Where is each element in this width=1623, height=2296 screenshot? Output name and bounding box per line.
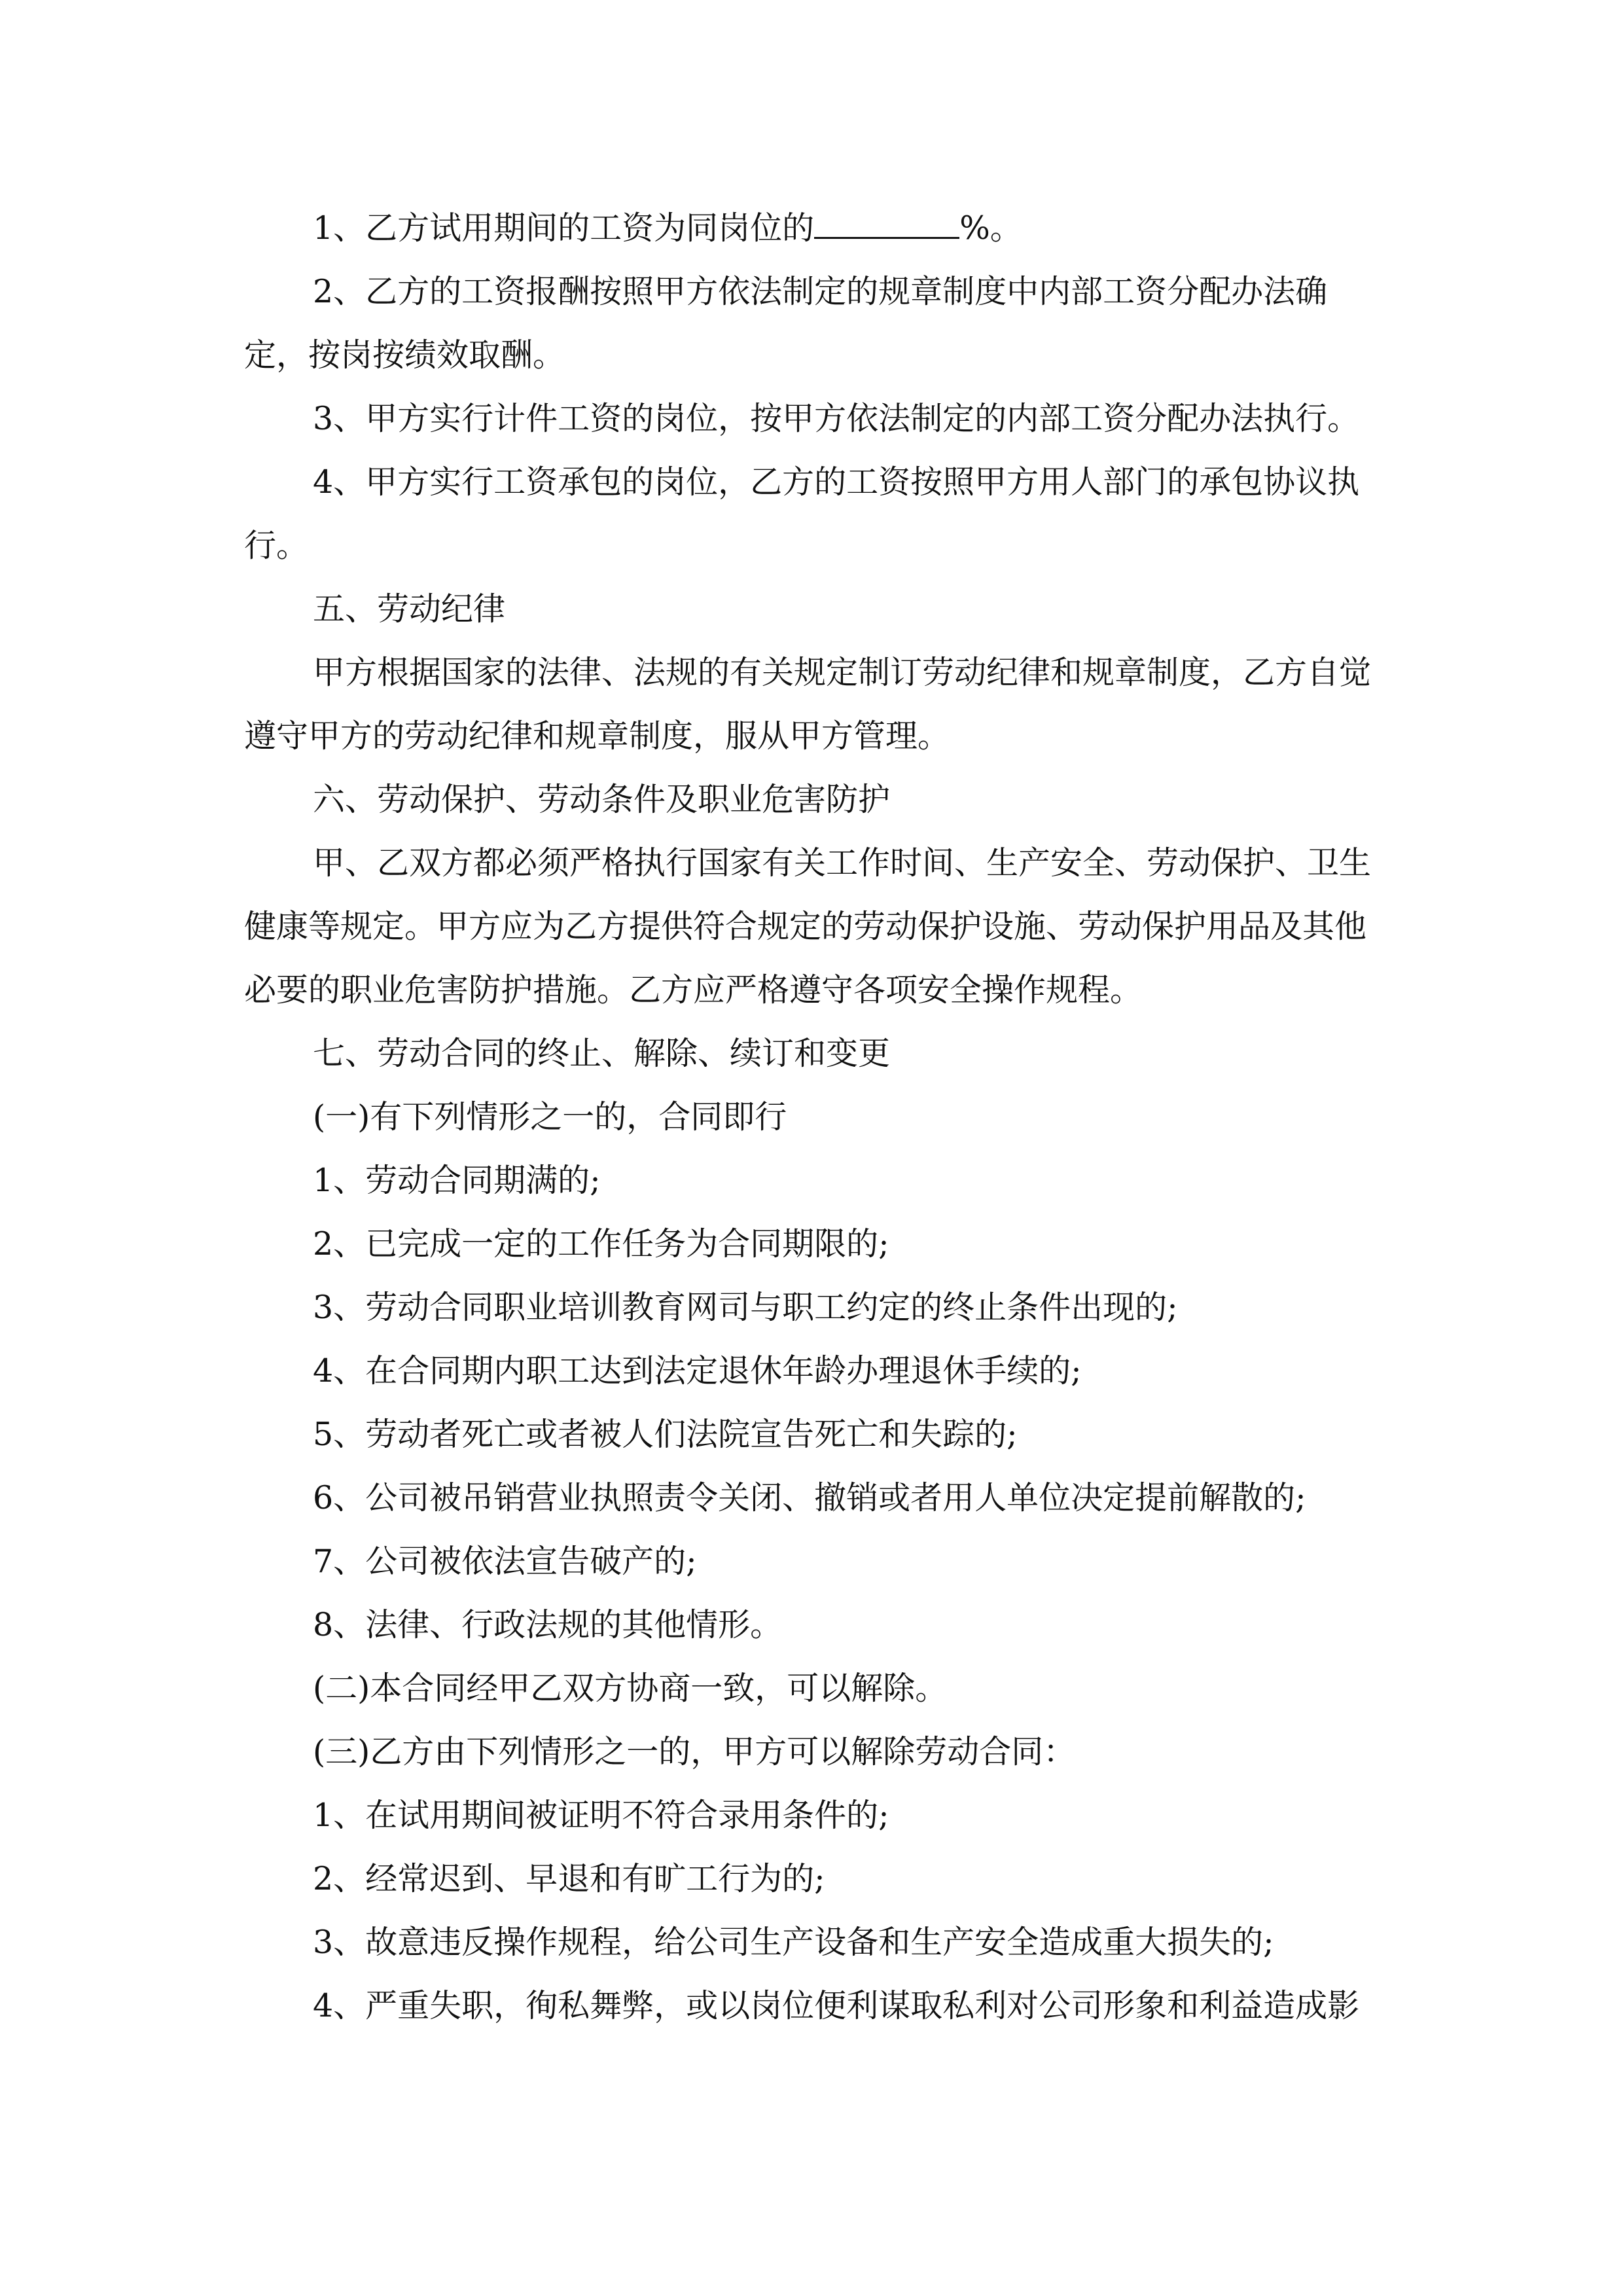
subsection-heading: (三)乙方由下列情形之一的，甲方可以解除劳动合同： [313,1733,1076,1770]
section-heading: 五、劳动纪律 [313,590,506,628]
list-item: 3、劳动合同职业培训教育网司与职工约定的终止条件出现的; [313,1289,1178,1326]
section-heading: 六、劳动保护、劳动条件及职业危害防护 [313,781,891,818]
subsection-heading: (二)本合同经甲乙双方协商一致，可以解除。 [313,1670,948,1707]
paragraph: 4、甲方实行工资承包的岗位，乙方的工资按照甲方用人部门的承包协议执行。 [244,463,1360,564]
paragraph: 甲、乙双方都必须严格执行国家有关工作时间、生产安全、劳动保护、卫生健康等规定。甲方应为乙方提供符合规定的劳动保护设施、劳动保护用品及其他必要的职业危害防护措施。乙方应严格遵守各项安全操作规程。 [244,844,1372,1009]
list-item: 3、故意违反操作规程，给公司生产设备和生产安全造成重大损失的; [313,1924,1274,1961]
trial-salary-text: 1、乙方试用期间的工资为同岗位的 [313,209,815,247]
list-item: 7、公司被依法宣告破产的; [313,1543,697,1580]
list-item: 2、已完成一定的工作任务为合同期限的; [313,1225,889,1263]
list-item: 1、在试用期间被证明不符合录用条件的; [313,1797,889,1834]
list-item: 2、经常迟到、早退和有旷工行为的; [313,1860,825,1897]
percent-sign: %。 [959,209,1022,247]
percentage-blank [814,211,959,239]
document-body [244,196,1380,2037]
subsection-heading: (一)有下列情形之一的，合同即行 [313,1098,787,1136]
list-item: 5、劳动者死亡或者被人们法院宣告死亡和失踪的; [313,1416,1018,1453]
list-item: 6、公司被吊销营业执照责令关闭、撤销或者用人单位决定提前解散的; [313,1479,1306,1516]
list-item: 1、劳动合同期满的; [313,1162,601,1199]
paragraph: 甲方根据国家的法律、法规的有关规定制订劳动纪律和规章制度，乙方自觉遵守甲方的劳动纪律和规章制度，服从甲方管理。 [244,654,1372,755]
paragraph: 2、乙方的工资报酬按照甲方依法制定的规章制度中内部工资分配办法确定，按岗按绩效取酬。 [244,273,1328,374]
section-heading: 七、劳动合同的终止、解除、续订和变更 [313,1035,891,1072]
list-item: 4、在合同期内职工达到法定退休年龄办理退休手续的; [313,1352,1082,1390]
list-item: 8、法律、行政法规的其他情形。 [313,1606,783,1643]
list-item: 4、严重失职，徇私舞弊，或以岗位便利谋取私利对公司形象和利益造成影 [313,1987,1360,2024]
paragraph-trial-salary [244,196,1380,260]
paragraph: 3、甲方实行计件工资的岗位，按甲方依法制定的内部工资分配办法执行。 [313,400,1360,437]
